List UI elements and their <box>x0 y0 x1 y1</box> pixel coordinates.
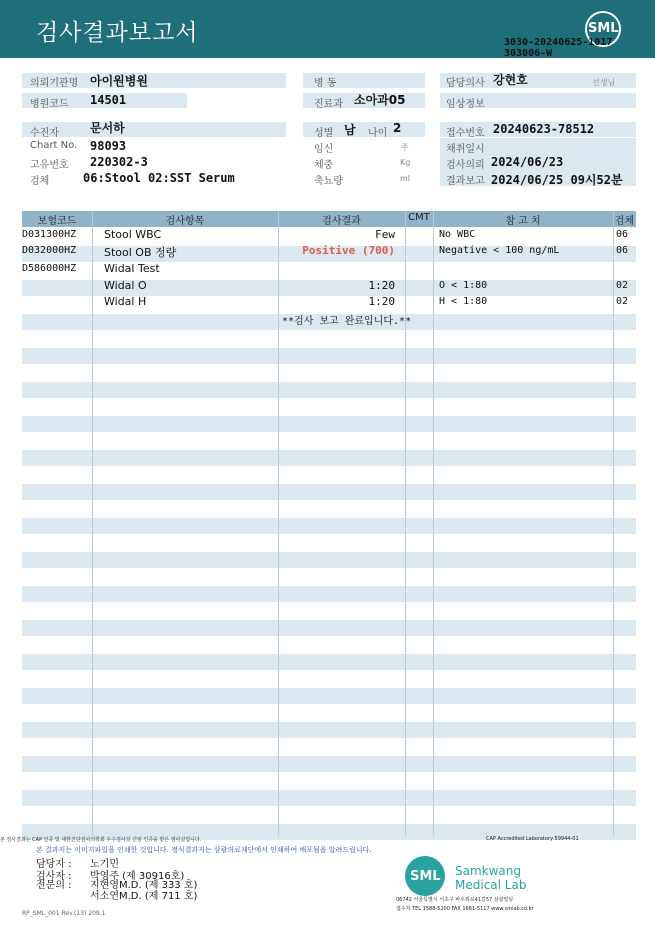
institution-value: 아이원병원 <box>90 74 148 88</box>
report-id-2: 303006-W <box>504 48 553 59</box>
examiner-label: 검사자 : <box>36 871 72 882</box>
specialist-2: 서소연M.D. (제 711 호) <box>90 891 198 902</box>
row-spec: 06 <box>616 245 629 256</box>
doctor-label: 담당의사 <box>446 78 485 89</box>
age-value: 2 <box>393 121 402 135</box>
row-band <box>22 620 636 636</box>
th-code: 보험코드 <box>37 216 77 227</box>
accreditation-notice: 본 검사결과는 CAP 인증 및 대한진단검사의학회 우수검사실 신임 인증을 받은 검사실입니다. <box>0 837 202 843</box>
row-item: Stool OB 정량 <box>104 246 177 259</box>
preg-label: 임신 <box>314 144 334 155</box>
lab-address: 06742 서울특별시 서초구 바우뫼로41길57 삼광빌딩 <box>396 897 514 903</box>
th-item: 검사항목 <box>165 216 205 227</box>
page-title: 검사결과보고서 <box>36 20 199 46</box>
examiner-value: 박영주 (제 30916호) <box>90 871 185 882</box>
chart-label: Chart No. <box>30 140 78 151</box>
row-band <box>22 450 636 466</box>
row-item: Widal O <box>104 279 147 292</box>
unique-value: 220302-3 <box>90 155 148 169</box>
row-band <box>22 722 636 738</box>
request-value: 2024/06/23 <box>491 155 564 169</box>
specialist-label: 전문의 : <box>36 880 72 891</box>
hospital-code-label: 병원코드 <box>30 99 69 110</box>
row-item: Stool WBC <box>104 228 162 241</box>
column-divider <box>405 211 406 836</box>
row-ref: No WBC <box>439 229 476 240</box>
collect-label: 채취일시 <box>446 144 485 155</box>
receipt-label: 접수번호 <box>446 128 485 139</box>
preg-unit: 주 <box>401 143 409 152</box>
unique-label: 고유번호 <box>30 160 69 171</box>
row-band <box>22 688 636 704</box>
row-band <box>22 756 636 772</box>
row-item: Widal Test <box>104 262 160 275</box>
row-result-positive: Positive (700) <box>302 244 395 257</box>
report-value: 2024/06/25 09시52분 <box>491 173 623 187</box>
lab-contact: 접수처 TEL 1588-5200 FAX 1661-5117 www.smlab.co.kr <box>396 906 534 912</box>
doctor-suffix: 선생님 <box>592 78 616 87</box>
lab-name-line2: Medical Lab <box>455 878 527 892</box>
column-divider <box>92 211 93 836</box>
urine-unit: ml <box>400 174 411 183</box>
row-ref: H < 1:80 <box>439 296 488 307</box>
lab-name-line1: Samkwang <box>455 864 521 878</box>
row-band <box>22 484 636 500</box>
row-result: 1:20 <box>368 295 395 308</box>
image-print-notice: 본 결과지는 이미지파일을 인쇄한 것입니다. 정식결과지는 삼광의료재단에서 인쇄하여 배포됨을 알려드립니다. <box>36 846 372 854</box>
column-divider <box>613 211 614 836</box>
report-label: 결과보고 <box>446 176 485 187</box>
specialist-1: 지현영M.D. (제 333 호) <box>90 880 198 891</box>
row-code: D586000HZ <box>22 263 77 274</box>
th-result: 검사결과 <box>322 216 361 227</box>
weight-label: 체중 <box>314 160 334 171</box>
row-item: Widal H <box>104 295 147 308</box>
row-result: 1:20 <box>368 279 395 292</box>
receipt-value: 20240623-78512 <box>493 122 595 136</box>
weight-unit: Kg <box>400 158 411 167</box>
row-band <box>22 552 636 568</box>
row-band <box>22 518 636 534</box>
person-label: 담당자 : <box>36 859 72 870</box>
dept-value: 소아과05 <box>354 93 406 107</box>
sex-label: 성별 <box>314 128 334 139</box>
report-complete-note: **검사 보고 완료입니다.** <box>282 316 412 327</box>
hospital-code-value: 14501 <box>90 93 127 107</box>
institution-label: 의뢰기관명 <box>30 78 79 89</box>
th-spec: 검체 <box>614 216 635 227</box>
specimen-value: 06:Stool 02:SST Serum <box>83 171 235 185</box>
form-code: RP_SML_001 Rev.(13) 209.1 <box>22 910 106 917</box>
sml-logo-text: SML <box>588 21 619 36</box>
person-value: 노기민 <box>90 859 119 870</box>
row-band <box>22 790 636 806</box>
specimen-label: 검체 <box>30 176 50 187</box>
age-label: 나이 <box>368 128 388 139</box>
info-band <box>22 122 286 137</box>
report-id-1: 3030-20240625-1017 <box>504 37 613 48</box>
sex-value: 남 <box>344 123 356 137</box>
samkwang-logo-text: SML <box>410 869 441 884</box>
row-band <box>22 586 636 602</box>
urine-label: 축뇨량 <box>314 176 343 187</box>
cap-number: CAP Accredited Laboratory 59944-01 <box>486 836 579 842</box>
patient-label: 수진자 <box>30 128 59 139</box>
clinical-label: 임상정보 <box>446 99 485 110</box>
ward-label: 병 동 <box>314 78 337 89</box>
row-ref: Negative < 100 ng/mL <box>439 245 560 256</box>
row-band <box>22 654 636 670</box>
row-spec: 06 <box>616 229 629 240</box>
dept-label: 진료과 <box>314 99 343 110</box>
row-band <box>22 382 636 398</box>
row-code: D031300HZ <box>22 229 77 240</box>
row-code: D032000HZ <box>22 245 77 256</box>
doctor-value: 강현호 <box>493 73 528 87</box>
row-band <box>22 416 636 432</box>
th-cmt: CMT <box>408 212 430 223</box>
row-spec: 02 <box>616 296 629 307</box>
row-ref: O < 1:80 <box>439 280 488 291</box>
row-band <box>22 348 636 364</box>
request-label: 검사의뢰 <box>446 160 485 171</box>
patient-value: 문서하 <box>90 121 125 135</box>
chart-value: 98093 <box>90 139 127 153</box>
th-ref: 참 고 치 <box>505 216 541 227</box>
row-spec: 02 <box>616 280 629 291</box>
column-divider <box>433 211 434 836</box>
row-result: Few <box>375 228 395 241</box>
